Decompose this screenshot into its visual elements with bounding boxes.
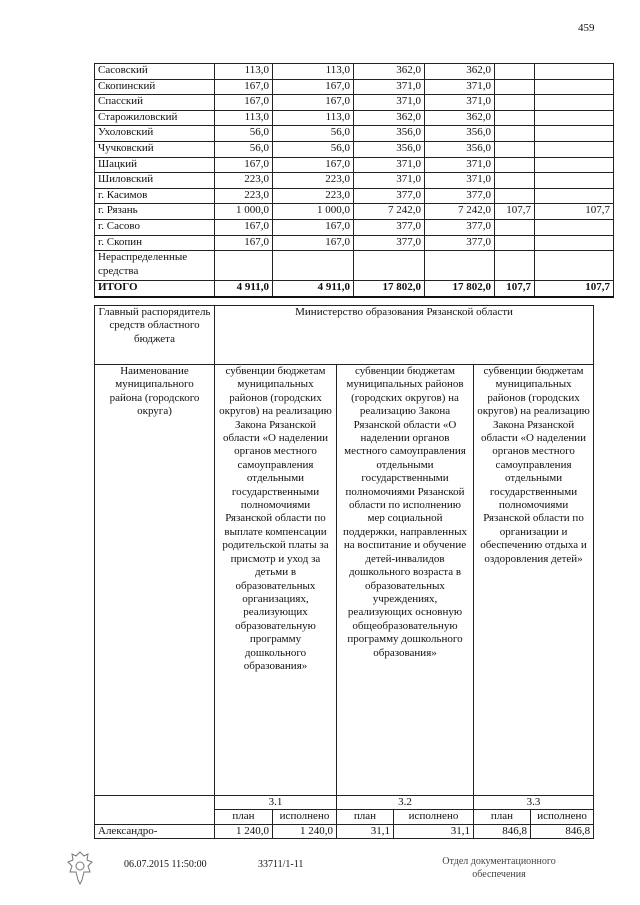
district-name: г. Касимов	[95, 188, 215, 204]
cell-value: 4 911,0	[273, 281, 354, 297]
cell-value	[495, 110, 535, 126]
cell-value	[215, 251, 273, 281]
cell-value	[535, 64, 614, 80]
cell-value: 1 240,0	[273, 824, 337, 838]
done-header: исполнено	[273, 810, 337, 824]
main-manager-value: Министерство образования Рязанской области	[215, 306, 594, 365]
stamp-line-2: обеспечения	[472, 869, 526, 880]
cell-value: 223,0	[273, 173, 354, 189]
done-header: исполнено	[531, 810, 594, 824]
cell-value: 56,0	[215, 141, 273, 157]
cell-value: 371,0	[425, 79, 495, 95]
cell-value: 107,7	[495, 281, 535, 297]
cell-value: 113,0	[273, 64, 354, 80]
cell-value: 377,0	[354, 219, 425, 235]
district-name: Ухоловский	[95, 126, 215, 142]
cell-value	[495, 173, 535, 189]
cell-value: 356,0	[425, 126, 495, 142]
cell-value: 113,0	[215, 110, 273, 126]
cell-value: 113,0	[273, 110, 354, 126]
cell-value: 167,0	[273, 219, 354, 235]
cell-value: 362,0	[425, 110, 495, 126]
subvention-desc-3-2: субвенции бюджетам муниципальных районов (городских округов) на реализацию Закона Рязанской области «О наделении органов местного самоуправления отдельными государственными полномочиями Рязанской области по исполнению мер социальной поддержки, направленных на воспитание и обучение детей-инвалидов дошкольного возраста в образовательных учреждениях, реализующих основную общеобразовательную программу дошкольного образования»	[337, 365, 474, 796]
cell-value	[425, 251, 495, 281]
coat-of-arms-icon	[66, 850, 94, 886]
cell-value	[495, 188, 535, 204]
cell-value: 356,0	[354, 141, 425, 157]
cell-value: 31,1	[337, 824, 394, 838]
district-name: Шацкий	[95, 157, 215, 173]
stamp-line-1: Отдел документационного	[442, 856, 556, 867]
cell-value: 377,0	[425, 188, 495, 204]
cell-value	[535, 126, 614, 142]
subvention-desc-3-1: субвенции бюджетам муниципальных районов (городских округов) на реализацию Закона Рязанской области «О наделении органов местного самоуправления отдельными государственными полномочиями Рязанской области по выплате компенсации родительской платы за присмотр и уход за детьми в образовательных организациях, реализующих образовательную программу дошкольного образования»	[215, 365, 337, 796]
summary-table-body	[95, 64, 614, 297]
cell-value	[535, 235, 614, 251]
cell-value: 362,0	[425, 64, 495, 80]
footer-document-code: 33711/1-11	[258, 859, 304, 870]
table-row	[95, 141, 614, 157]
cell-value	[495, 235, 535, 251]
cell-value: 362,0	[354, 64, 425, 80]
total-row	[95, 281, 614, 297]
cell-value: 846,8	[474, 824, 531, 838]
cell-value: 167,0	[273, 79, 354, 95]
subventions-table	[94, 305, 594, 839]
table-row	[95, 235, 614, 251]
table-row	[95, 95, 614, 111]
cell-value: 846,8	[531, 824, 594, 838]
cell-value: 167,0	[273, 95, 354, 111]
district-name: Александро-	[95, 824, 215, 838]
cell-value: 377,0	[354, 235, 425, 251]
cell-value	[535, 95, 614, 111]
plan-header: план	[215, 810, 273, 824]
table-row	[95, 204, 614, 220]
cell-value: 377,0	[425, 235, 495, 251]
cell-value: 371,0	[354, 79, 425, 95]
cell-value	[535, 79, 614, 95]
cell-value: 371,0	[425, 95, 495, 111]
table-row	[95, 79, 614, 95]
cell-value: 17 802,0	[354, 281, 425, 297]
cell-value	[535, 251, 614, 281]
page-number: 459	[578, 22, 595, 34]
cell-value: 371,0	[354, 157, 425, 173]
cell-value: 107,7	[495, 204, 535, 220]
cell-value: 167,0	[215, 79, 273, 95]
cell-value: 1 240,0	[215, 824, 273, 838]
district-name: Спасский	[95, 95, 215, 111]
cell-value: 7 242,0	[425, 204, 495, 220]
main-manager-label: Главный распорядитель средств областного бюджета	[95, 306, 215, 365]
table-row	[95, 219, 614, 235]
cell-value: 17 802,0	[425, 281, 495, 297]
cell-value	[535, 219, 614, 235]
cell-value	[495, 95, 535, 111]
table-row	[95, 173, 614, 189]
cell-value: 371,0	[425, 173, 495, 189]
plan-header: план	[337, 810, 394, 824]
district-name: Сасовский	[95, 64, 215, 80]
table-row	[95, 157, 614, 173]
cell-value: 371,0	[354, 95, 425, 111]
cell-value: 371,0	[354, 173, 425, 189]
cell-value: 167,0	[215, 95, 273, 111]
cell-value: 7 242,0	[354, 204, 425, 220]
cell-value	[535, 188, 614, 204]
cell-value: 356,0	[354, 126, 425, 142]
cell-value	[354, 251, 425, 281]
cell-value: 362,0	[354, 110, 425, 126]
cell-value	[495, 157, 535, 173]
empty-header-cell	[95, 796, 215, 825]
cell-value: 56,0	[273, 126, 354, 142]
cell-value: 113,0	[215, 64, 273, 80]
cell-value	[535, 157, 614, 173]
column-number-3-3: 3.3	[474, 796, 594, 810]
plan-header: план	[474, 810, 531, 824]
cell-value: 167,0	[273, 157, 354, 173]
table-row	[95, 126, 614, 142]
cell-value: 377,0	[425, 219, 495, 235]
cell-value: 371,0	[425, 157, 495, 173]
district-name: г. Рязань	[95, 204, 215, 220]
cell-value: 167,0	[215, 235, 273, 251]
cell-value: 356,0	[425, 141, 495, 157]
cell-value: 167,0	[215, 157, 273, 173]
cell-value: 167,0	[215, 219, 273, 235]
cell-value	[535, 141, 614, 157]
district-name: Скопинский	[95, 79, 215, 95]
cell-value	[495, 126, 535, 142]
subvention-desc-3-3: субвенции бюджетам муниципальных районов (городских округов) на реализацию Закона Рязанской области «О наделении органов местного самоуправления отдельными государственными полномочиями Рязанской области по организации и обеспечению отдыха и оздоровления детей»	[474, 365, 594, 796]
cell-value	[535, 173, 614, 189]
cell-value: 167,0	[273, 235, 354, 251]
district-name: ИТОГО	[95, 281, 215, 297]
column-number-3-2: 3.2	[337, 796, 474, 810]
cell-value: 223,0	[273, 188, 354, 204]
cell-value	[495, 79, 535, 95]
table-row	[95, 824, 594, 838]
district-name: г. Сасово	[95, 219, 215, 235]
table-row	[95, 251, 614, 281]
cell-value: 56,0	[273, 141, 354, 157]
cell-value	[495, 219, 535, 235]
footer-date: 06.07.2015 11:50:00	[124, 859, 207, 870]
cell-value: 56,0	[215, 126, 273, 142]
cell-value: 4 911,0	[215, 281, 273, 297]
district-label: Наименование муниципального района (городского округа)	[95, 365, 215, 796]
cell-value	[495, 141, 535, 157]
cell-value	[495, 64, 535, 80]
cell-value: 223,0	[215, 173, 273, 189]
table-row	[95, 110, 614, 126]
cell-value: 1 000,0	[273, 204, 354, 220]
footer-stamp	[424, 855, 574, 881]
district-name: Шиловский	[95, 173, 215, 189]
district-name: Старожиловский	[95, 110, 215, 126]
summary-table-top	[94, 63, 614, 298]
cell-value: 377,0	[354, 188, 425, 204]
cell-value: 107,7	[535, 281, 614, 297]
cell-value: 31,1	[394, 824, 474, 838]
cell-value: 1 000,0	[215, 204, 273, 220]
cell-value: 223,0	[215, 188, 273, 204]
table-row	[95, 64, 614, 80]
cell-value	[273, 251, 354, 281]
district-name: Чучковский	[95, 141, 215, 157]
cell-value	[535, 110, 614, 126]
done-header: исполнено	[394, 810, 474, 824]
table-row	[95, 188, 614, 204]
cell-value: 107,7	[535, 204, 614, 220]
district-name: Нераспределенные средства	[95, 251, 215, 281]
district-name: г. Скопин	[95, 235, 215, 251]
column-number-3-1: 3.1	[215, 796, 337, 810]
cell-value	[495, 251, 535, 281]
